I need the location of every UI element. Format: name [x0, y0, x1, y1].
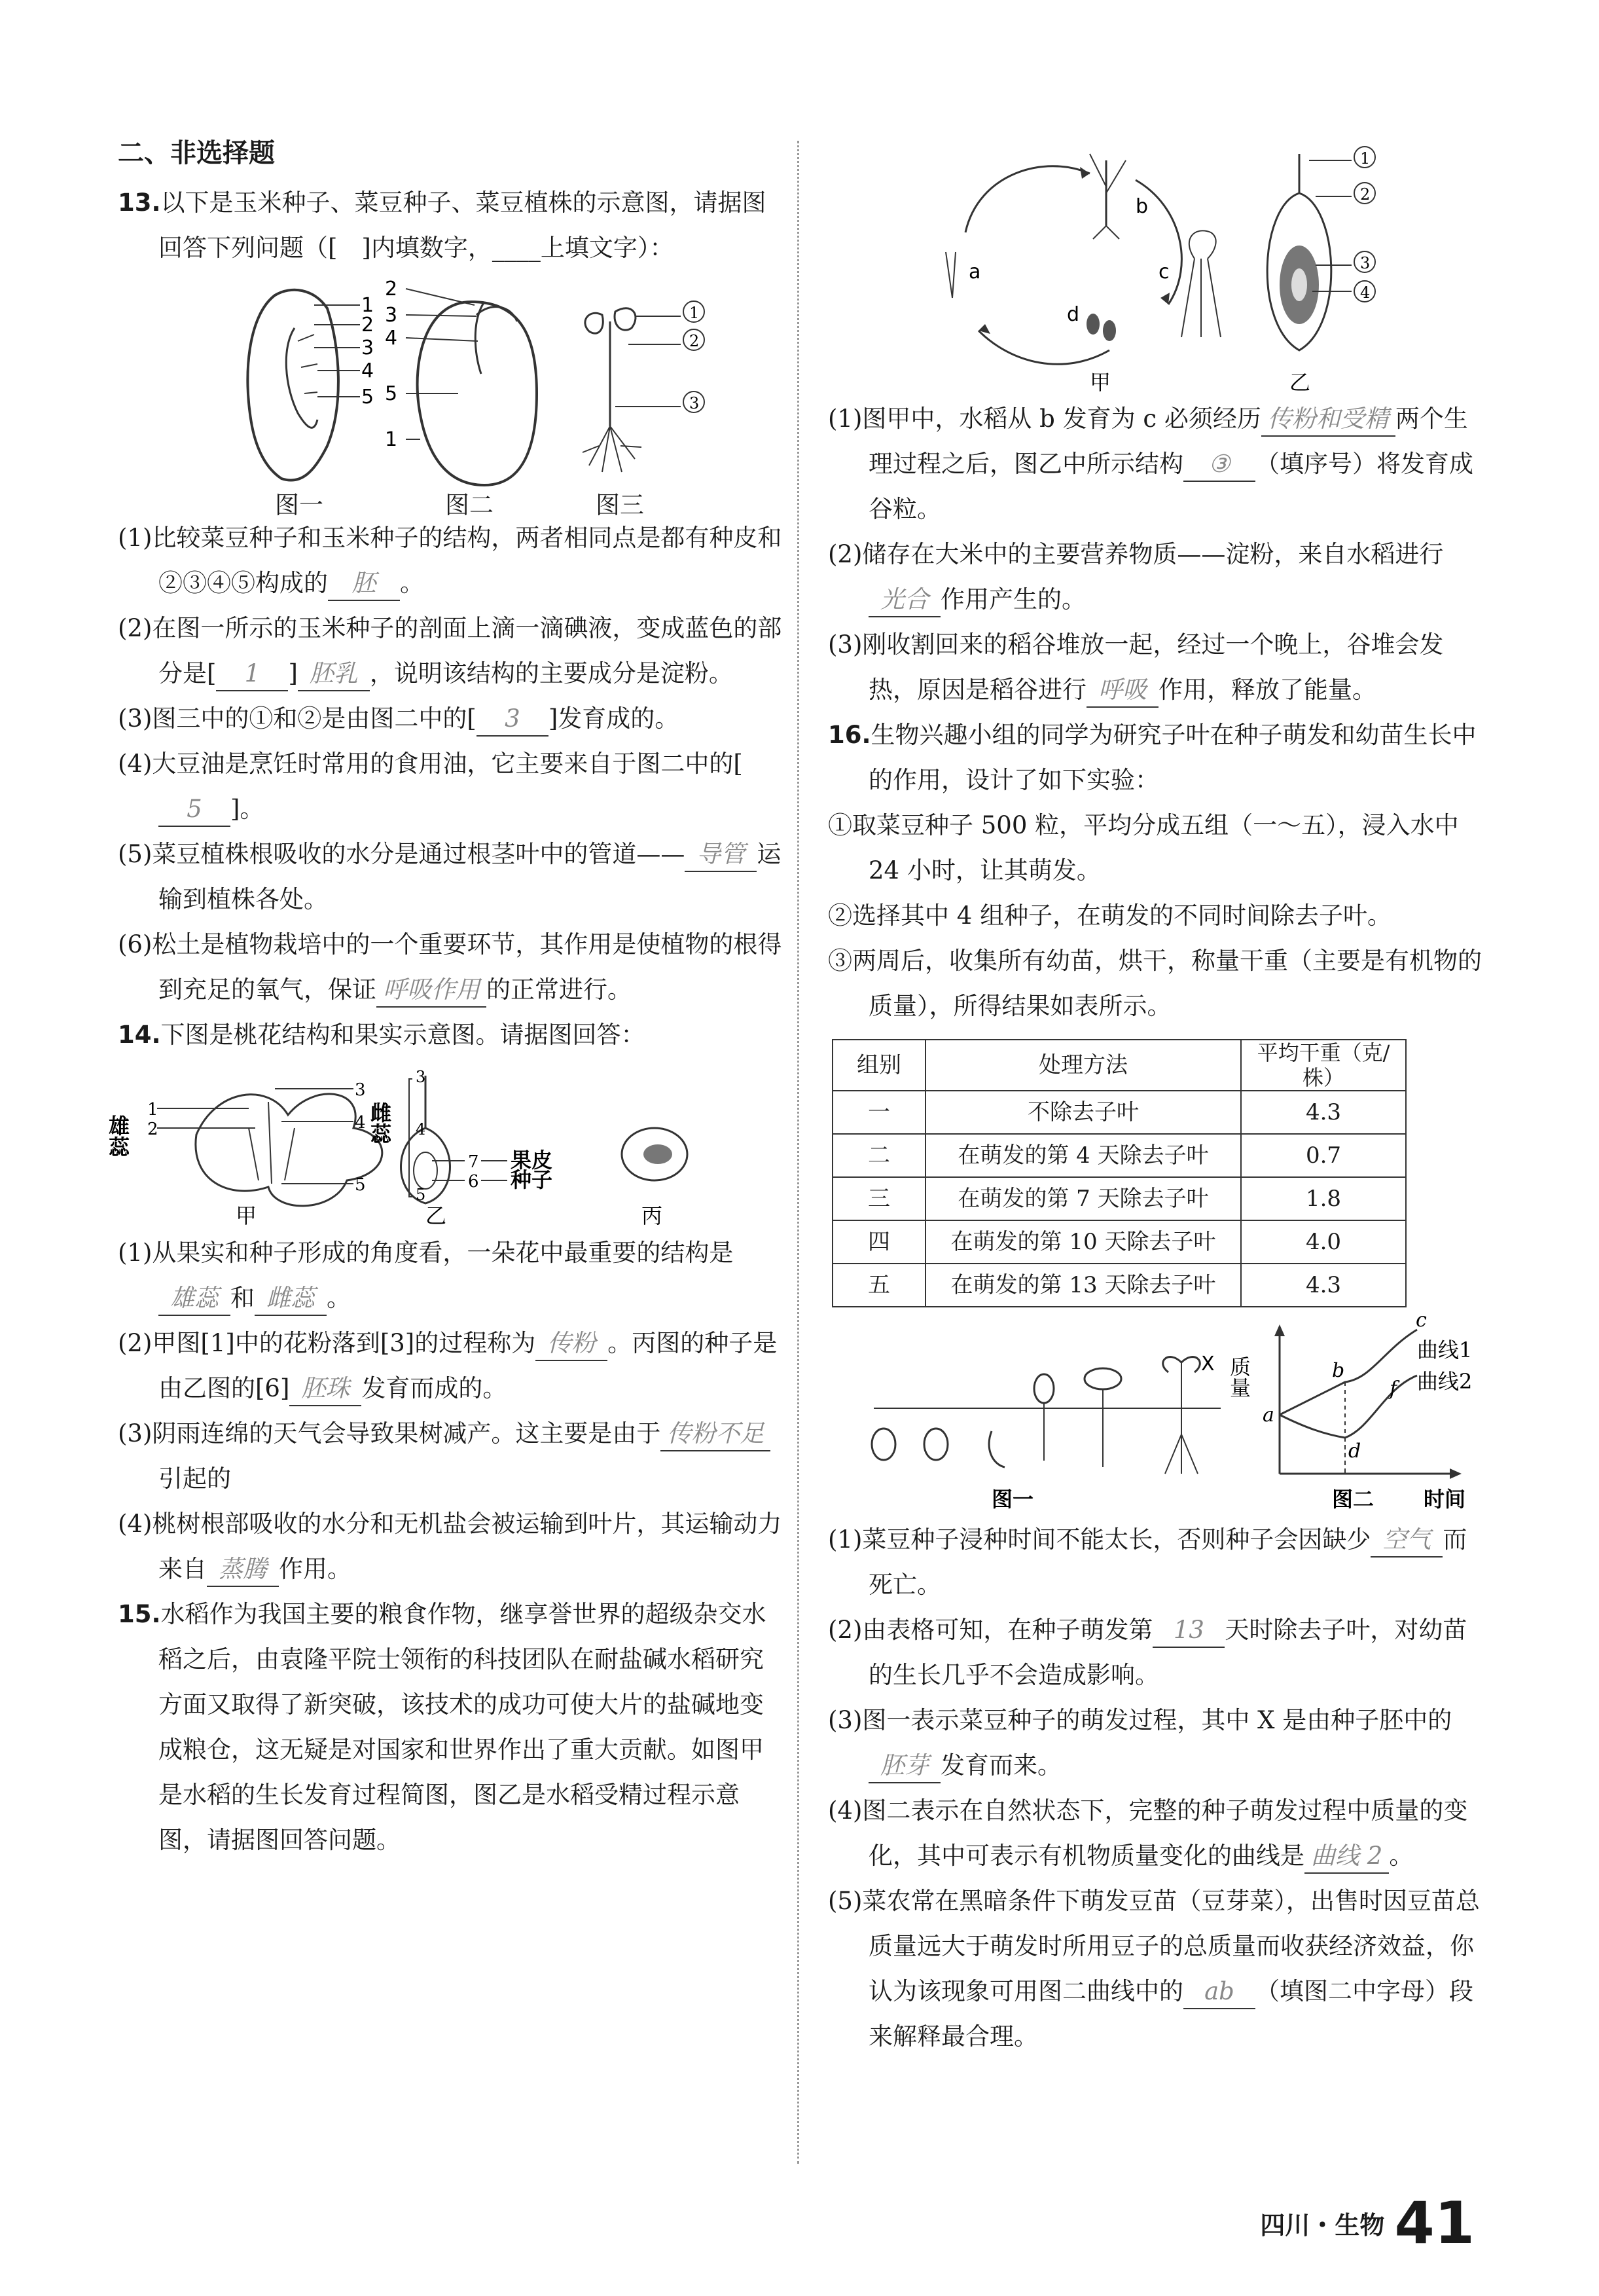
question-16	[828, 712, 1489, 2059]
q16-sub3: (3)图一表示菜豆种子的萌发过程，其中 X 是由种子胚中的胚芽 发育而来。	[867, 1698, 1489, 1788]
svg-text:5: 5	[361, 386, 374, 409]
q14-sub3: (3)阴雨连绵的天气会导致果树减产。这主要是由于 传粉不足引起的	[157, 1411, 785, 1501]
q13-sub1: (1)比较菜豆种子和玉米种子的结构，两者相同点是都有种皮和②③④⑤构成的 胚 。	[157, 515, 785, 606]
column-divider	[797, 141, 799, 2164]
answer-blank: ab	[1183, 1975, 1255, 2009]
q15-sub1: (1)图甲中，水稻从 b 发育为 c 必须经历 传粉和受精 两个生理过程之后，图乙中所示结构 ③ （填序号）将发育成谷粒。	[867, 396, 1489, 532]
svg-text:a: a	[1263, 1404, 1274, 1427]
answer-blank: 3	[476, 702, 548, 737]
table-cell: 在萌发的第 7 天除去子叶	[925, 1177, 1241, 1220]
q13-sub5: (5)菜豆植株根吸收的水分是通过根茎叶中的管道—— 导管 运输到植株各处。	[157, 831, 785, 922]
svg-text:X: X	[1201, 1353, 1215, 1376]
page-footer	[1260, 2189, 1475, 2257]
svg-text:1: 1	[361, 294, 374, 317]
q15-stem: 水稻作为我国主要的粮食作物，继享誉世界的超级杂交水稻之后，由袁隆平院士领衔的科技团队在耐盐碱水稻研究方面又取得了新突破，该技术的成功可使大片的盐碱地变成粮仓，这无疑是对国家和世界作出了重大贡献。如图甲是水稻的生长发育过程简图，图乙是水稻受精过程示意图，请据图回答问题。	[158, 1600, 766, 1854]
answer-blank: 胚乳	[298, 657, 370, 691]
table-cell: 二	[833, 1134, 925, 1177]
pistil-label: 雌蕊	[367, 1102, 392, 1144]
svg-text:2: 2	[147, 1120, 158, 1139]
q13-fig2-label: 图二	[445, 491, 494, 519]
q13-sub2: (2)在图一所示的玉米种子的剖面上滴一滴碘液，变成蓝色的部分是[ 1 ] 胚乳 ，说明该结构的主要成分是淀粉。	[157, 606, 785, 696]
answer-blank: 呼吸	[1087, 674, 1159, 708]
q13-fig3-label: 图三	[596, 491, 644, 519]
curve2-label: 曲线2	[1417, 1369, 1473, 1394]
q16-fig1-label: 图一	[992, 1487, 1034, 1512]
svg-text:4: 4	[385, 327, 398, 350]
answer-blank: 1	[216, 657, 288, 691]
graph-ylabel: 质量	[1227, 1356, 1251, 1398]
q14-figure	[105, 1063, 772, 1228]
svg-text:3: 3	[361, 337, 374, 359]
table-cell: 五	[833, 1264, 925, 1307]
q15-fig-jia: 甲	[1090, 370, 1111, 395]
q15-sub3: (3)刚收割回来的稻谷堆放一起，经过一个晚上，谷堆会发热，原因是稻谷进行 呼吸 作用，释放了能量。	[867, 622, 1489, 712]
svg-text:1: 1	[147, 1100, 158, 1120]
q13-stem: 以下是玉米种子、菜豆种子、菜豆植株的示意图，请据图回答下列问题（[ ]内填数字，____上填文字）：	[158, 189, 766, 262]
svg-text:f: f	[1390, 1377, 1397, 1400]
q16-sub1: (1)菜豆种子浸种时间不能太长，否则种子会因缺少 空气 而死亡。	[867, 1517, 1489, 1607]
section-title: 二、非选择题	[118, 138, 275, 168]
question-14	[105, 1012, 785, 1592]
q13-fig1-label: 图一	[275, 491, 323, 519]
q14-number: 14.	[118, 1021, 161, 1049]
table-cell: 1.8	[1241, 1177, 1406, 1220]
answer-blank: 呼吸作用	[376, 974, 486, 1008]
answer-blank: 胚	[328, 567, 400, 601]
answer-blank: 曲线 2	[1304, 1840, 1389, 1874]
svg-text:2: 2	[385, 278, 398, 301]
svg-text:5: 5	[385, 382, 398, 405]
q13-sub4: (4)大豆油是烹饪时常用的食用油，它主要来自于图二中的[5 ]。	[157, 741, 785, 831]
table-row	[833, 1220, 1406, 1264]
table-row	[833, 1177, 1406, 1220]
table-cell: 4.0	[1241, 1220, 1406, 1264]
curve1-label: 曲线1	[1417, 1338, 1473, 1362]
q16-sub4: (4)图二表示在自然状态下，完整的种子萌发过程中质量的变化，其中可表示有机物质量变化的曲线是 曲线 2 。	[867, 1788, 1489, 1878]
left-column	[105, 131, 785, 1863]
q14-sub2: (2)甲图[1]中的花粉落到[3]的过程称为 传粉 。丙图的种子是由乙图的[6] 胚珠 发育而成的。	[157, 1321, 785, 1411]
q15-fig-yi: 乙	[1289, 370, 1311, 395]
table-header: 平均干重（克/株）	[1241, 1040, 1406, 1091]
table-row	[833, 1134, 1406, 1177]
table-cell: 在萌发的第 4 天除去子叶	[925, 1134, 1241, 1177]
table-row	[833, 1264, 1406, 1307]
svg-text:2: 2	[689, 332, 700, 350]
q16-sub2: (2)由表格可知，在种子萌发第 13 天时除去子叶，对幼苗的生长几乎不会造成影响。	[867, 1607, 1489, 1698]
svg-text:7: 7	[468, 1152, 479, 1172]
q16-stem: 生物兴趣小组的同学为研究子叶在种子萌发和幼苗生长中的作用，设计了如下实验：	[869, 721, 1477, 794]
q13-number: 13.	[118, 189, 161, 217]
svg-text:3: 3	[355, 1080, 366, 1100]
table-cell: 三	[833, 1177, 925, 1220]
table-cell: 4.3	[1241, 1091, 1406, 1134]
table-cell: 一	[833, 1091, 925, 1134]
table-cell: 在萌发的第 10 天除去子叶	[925, 1220, 1241, 1264]
answer-blank: 胚芽	[869, 1749, 941, 1783]
table-cell: 在萌发的第 13 天除去子叶	[925, 1264, 1241, 1307]
table-header: 处理方法	[925, 1040, 1241, 1091]
q16-step2: ②选择其中 4 组种子，在萌发的不同时间除去子叶。	[828, 902, 1392, 930]
table-row	[833, 1091, 1406, 1134]
q13-figure	[118, 276, 772, 511]
q16-step1: ①取菜豆种子 500 粒，平均分成五组（一～五），浸入水中 24 小时，让其萌发。	[828, 811, 1459, 884]
q14-fig-jia: 甲	[236, 1203, 257, 1228]
q16-sub5: (5)菜农常在黑暗条件下萌发豆苗（豆芽菜），出售时因豆苗总质量远大于萌发时所用豆子的总质量而收获经济效益，你认为该现象可用图二曲线中的 ab （填图二中字母）段来解释最合理。	[828, 1887, 1480, 2050]
svg-text:5: 5	[355, 1175, 366, 1195]
svg-text:b: b	[1136, 195, 1149, 218]
q16-result-table	[832, 1039, 1407, 1307]
q15-sub2: (2)储存在大米中的主要营养物质——淀粉，来自水稻进行光合 作用产生的。	[867, 532, 1489, 622]
table-cell: 0.7	[1241, 1134, 1406, 1177]
q13-sub3: (3)图三中的①和②是由图二中的[ 3 ]发育成的。	[157, 696, 785, 741]
answer-blank: 胚珠	[289, 1372, 361, 1406]
answer-blank: 传粉	[535, 1327, 607, 1361]
svg-text:c: c	[1159, 261, 1170, 283]
stamen-label: 雄蕊	[105, 1115, 130, 1157]
q15-figure	[828, 134, 1482, 396]
question-13	[118, 180, 785, 1012]
table-header: 组别	[833, 1040, 925, 1091]
table-cell: 4.3	[1241, 1264, 1406, 1307]
right-column	[828, 134, 1489, 2059]
table-cell: 四	[833, 1220, 925, 1264]
q14-sub4: (4)桃树根部吸收的水分和无机盐会被运输到叶片，其运输动力来自 蒸腾 作用。	[157, 1501, 785, 1592]
svg-text:1: 1	[385, 428, 398, 451]
svg-text:4: 4	[361, 359, 374, 382]
province-subject: 四川・生物	[1260, 2211, 1385, 2240]
answer-blank: 雌蕊	[255, 1282, 327, 1316]
q13-sub6: (6)松土是植物栽培中的一个重要环节，其作用是使植物的根得到充足的氧气，保证 呼吸作用 的正常进行。	[157, 922, 785, 1012]
table-header-row	[833, 1040, 1406, 1091]
q16-fig2-label: 图二	[1332, 1487, 1374, 1512]
q14-sub1: (1)从果实和种子形成的角度看，一朵花中最重要的结构是雄蕊 和 雌蕊 。	[157, 1230, 785, 1321]
question-15	[118, 1592, 785, 1863]
q14-fig-yi: 乙	[425, 1203, 447, 1228]
q16-step3: ③两周后，收集所有幼苗，烘干，称量干重（主要是有机物的质量），所得结果如表所示。	[828, 947, 1482, 1020]
svg-text:3: 3	[416, 1068, 426, 1086]
page-number: 41	[1394, 2189, 1475, 2257]
answer-blank: 导管	[685, 838, 757, 872]
answer-blank: 光合	[869, 583, 941, 617]
answer-blank: 5	[158, 793, 230, 827]
svg-text:4: 4	[416, 1120, 426, 1139]
svg-text:4: 4	[1360, 283, 1371, 302]
svg-text:b: b	[1332, 1359, 1345, 1382]
svg-text:d: d	[1067, 303, 1080, 326]
answer-blank: 13	[1153, 1614, 1225, 1648]
svg-text:1: 1	[1360, 149, 1371, 168]
svg-text:6: 6	[468, 1172, 479, 1192]
q16-figure	[828, 1309, 1482, 1513]
answer-blank: 传粉和受精	[1261, 403, 1395, 437]
svg-text:c: c	[1416, 1309, 1427, 1332]
svg-text:d: d	[1348, 1440, 1361, 1463]
q15-number: 15.	[118, 1600, 161, 1628]
seed-label: 种子	[511, 1167, 553, 1192]
q14-stem: 下图是桃花结构和果实示意图。请据图回答：	[160, 1021, 645, 1049]
svg-text:2: 2	[361, 314, 374, 337]
table-cell: 不除去子叶	[925, 1091, 1241, 1134]
svg-text:1: 1	[689, 304, 700, 322]
peel-label: 果皮	[511, 1148, 553, 1173]
graph-xlabel: 时间	[1424, 1487, 1466, 1512]
svg-text:3: 3	[385, 304, 398, 327]
q16-number: 16.	[828, 721, 871, 749]
q14-fig-bing: 丙	[641, 1203, 663, 1228]
svg-text:3: 3	[689, 394, 700, 412]
svg-text:a: a	[969, 261, 981, 283]
answer-blank: 蒸腾	[207, 1553, 279, 1587]
answer-blank: ③	[1183, 448, 1255, 482]
answer-blank: 空气	[1371, 1523, 1443, 1558]
answer-blank: 雄蕊	[158, 1282, 230, 1316]
svg-text:4: 4	[355, 1113, 366, 1133]
svg-text:5: 5	[416, 1186, 426, 1204]
svg-text:2: 2	[1360, 185, 1371, 204]
svg-text:3: 3	[1360, 254, 1371, 272]
answer-blank: 传粉不足	[660, 1417, 770, 1451]
